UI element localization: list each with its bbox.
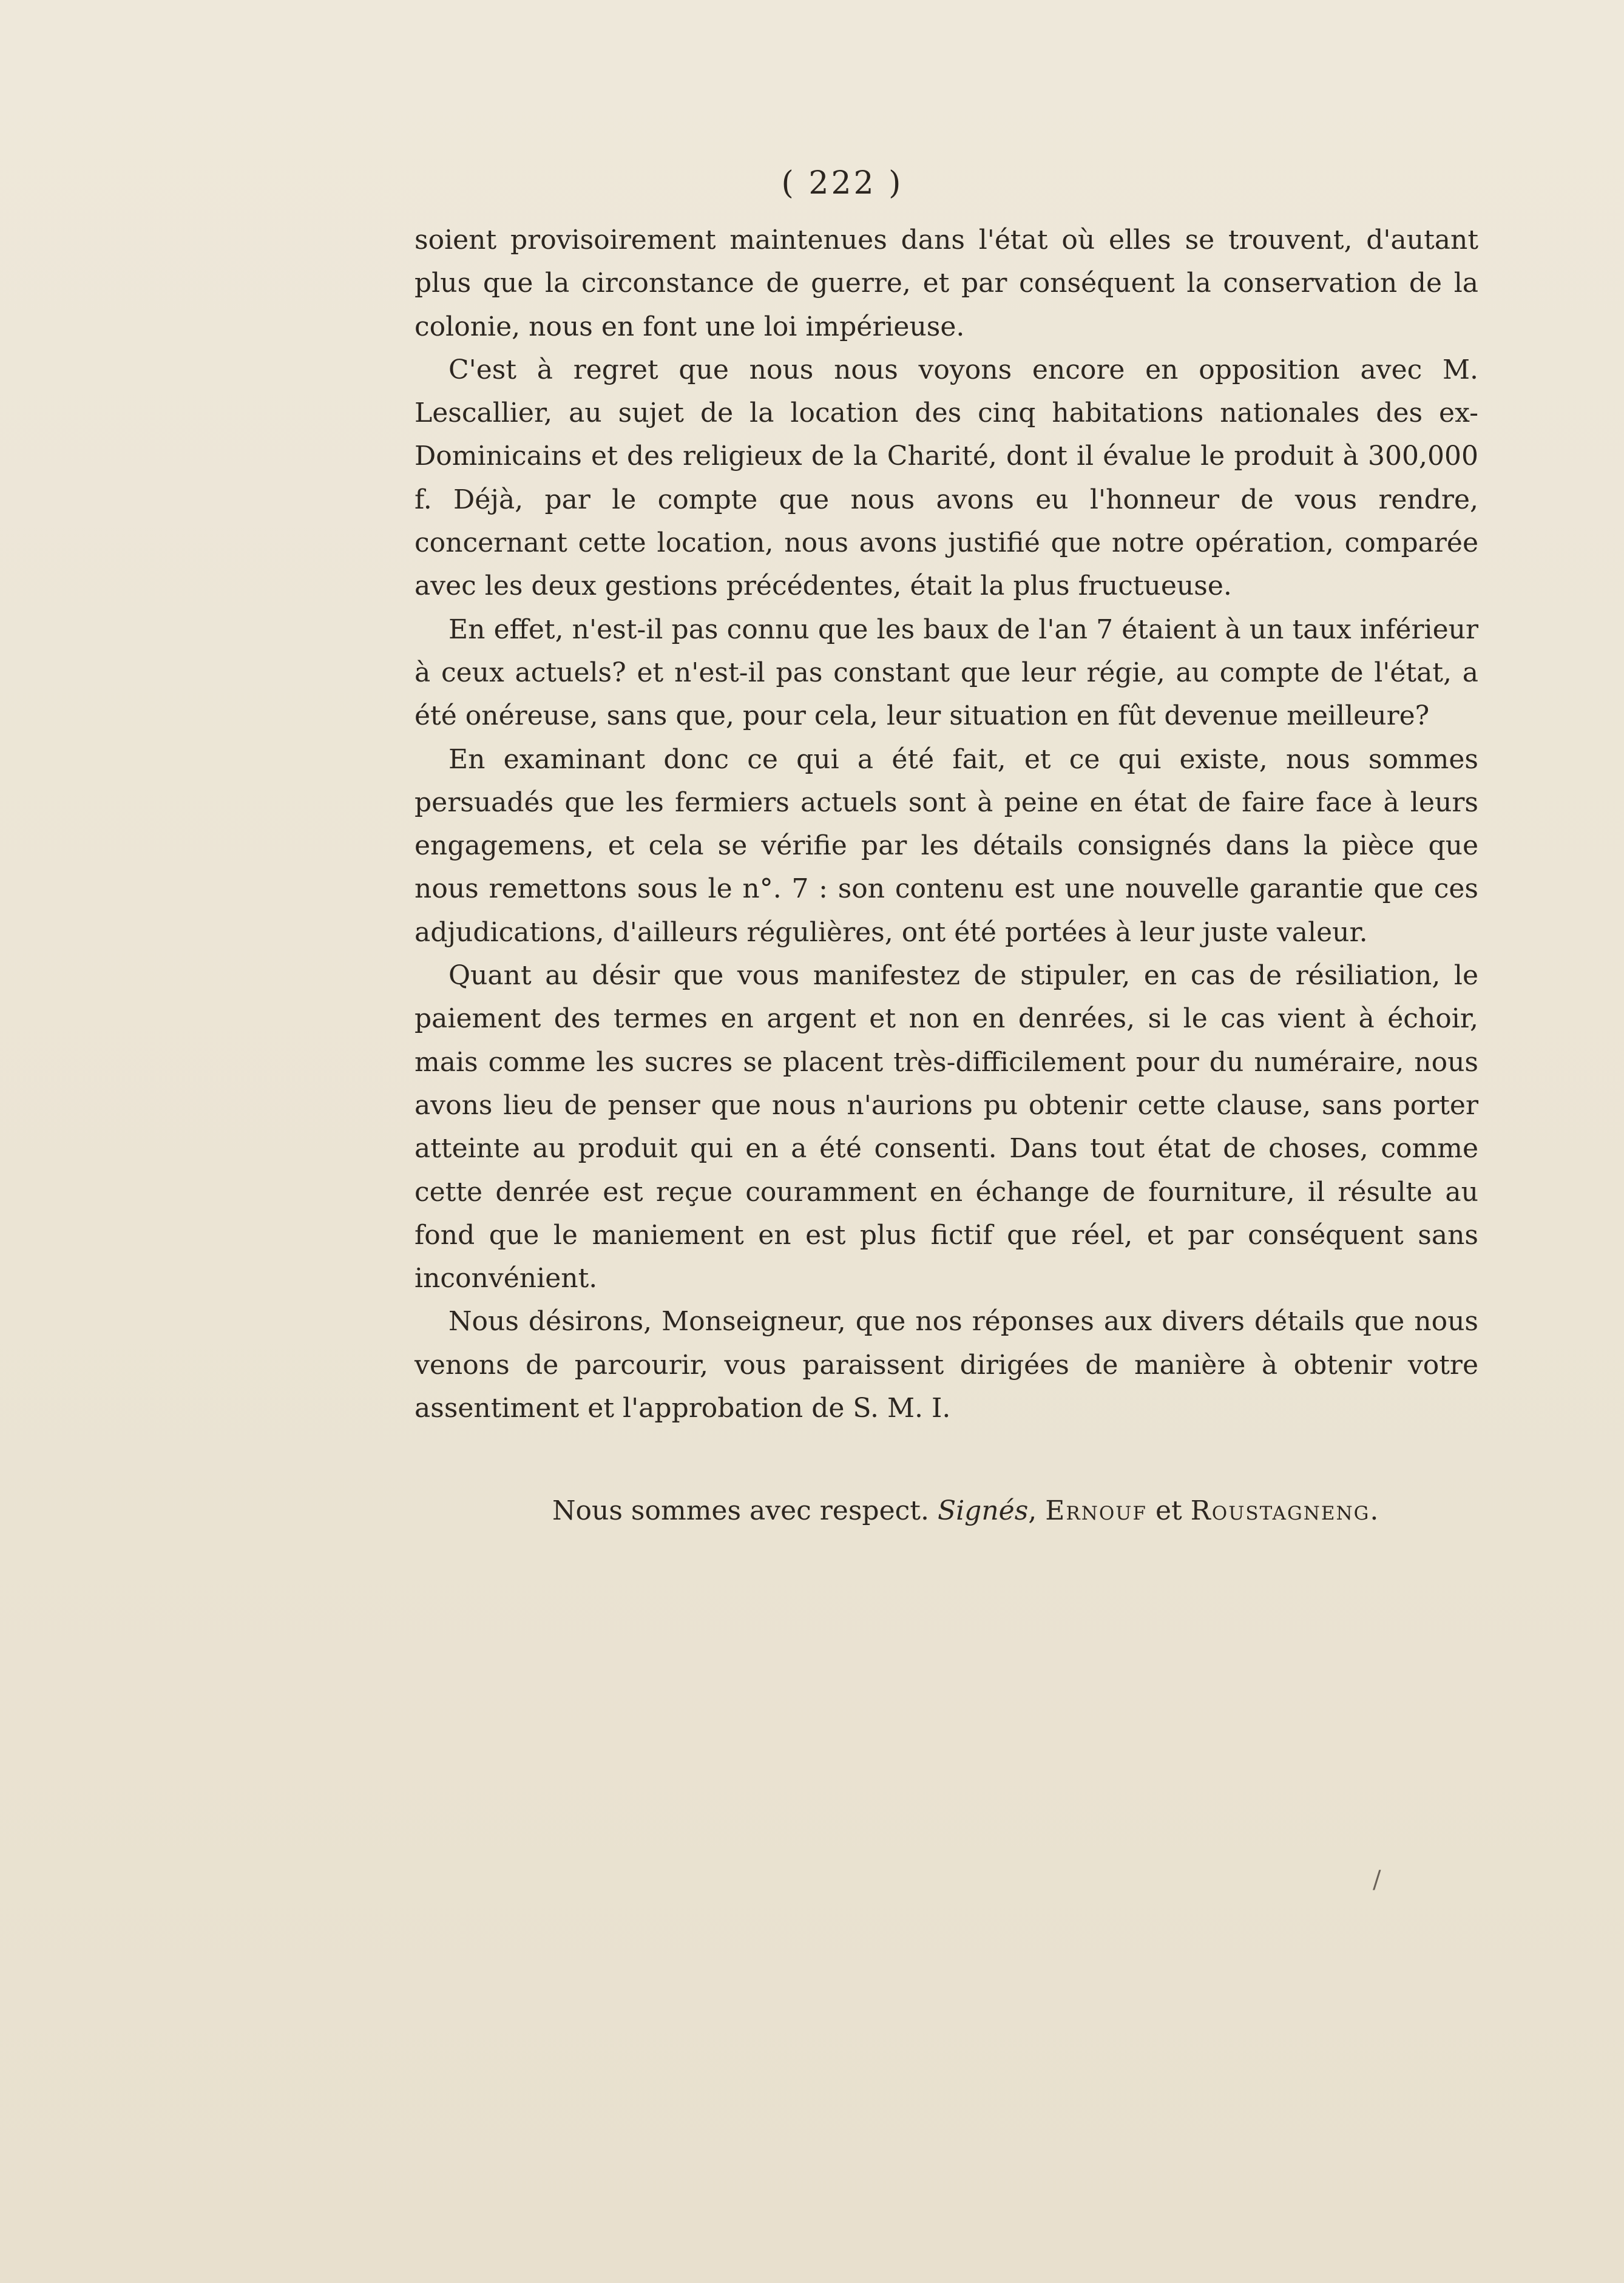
paragraph: En examinant donc ce qui a été fait, et ce qui existe, nous sommes persuadés que les fermiers actuels sont à peine en état de faire face à leurs engagemens, et cela se vérifie par les détails consignés dans la pièce que nous remettons sous le n°. 7 : son contenu est une nouvelle garantie que ces adjudications, d'ailleurs régulières, ont été portées à leur juste valeur. (414, 743, 1478, 948)
body-text (414, 218, 1478, 1430)
paragraph: C'est à regret que nous nous voyons encore en opposition avec M. Lescallier, au sujet de la location des cinq habitations nationales des ex-Dominicains et des religieux de la Charité, dont il évalue le produit à 300,000 f. Déjà, par le compte que nous avons eu l'honneur de vous rendre, concernant cette location, nous avons justifié que notre opération, comparée avec les deux gestions précédentes, était la plus fructueuse. (414, 354, 1478, 602)
signer-name: Roustagneng. (1190, 1495, 1380, 1526)
paragraph: Nous désirons, Monseigneur, que nos réponses aux divers détails que nous venons de parcourir, vous paraissent dirigées de manière à obtenir votre assentiment et l'approbation de S. M. I. (414, 1306, 1478, 1424)
paragraph: Quant au désir que vous manifestez de stipuler, en cas de résiliation, le paiement des termes en argent et non en denrées, si le cas vient à échoir, mais comme les sucres se placent très-difficilement pour du numéraire, nous avons lieu de penser que nous n'aurions pu obtenir cette clause, sans porter atteinte au produit qui en a été consenti. Dans tout état de choses, comme cette denrée est reçue couramment en échange de fourniture, il résulte au fond que le maniement en est plus fictif que réel, et par conséquent sans inconvénient. (414, 960, 1478, 1294)
paragraph: En effet, n'est-il pas connu que les baux de l'an 7 étaient à un taux inférieur à ceux actuels? et n'est-il pas constant que leur régie, au compte de l'état, a été onéreuse, sans que, pour cela, leur situation en fût devenue meilleure? (414, 614, 1478, 732)
page-number: ( 222 ) (781, 165, 904, 201)
signer-conjunction: et (1155, 1495, 1182, 1526)
closing-lead: Nous sommes avec respect. (552, 1495, 929, 1526)
paragraph: soient provisoirement maintenues dans l'état où elles se trouvent, d'autant plus que la circonstance de guerre, et par conséquent la conservation de la colonie, nous en font une loi impérieuse. (414, 225, 1478, 342)
closing-signature (552, 1489, 1379, 1532)
signed-label: Signés (937, 1495, 1029, 1526)
margin-mark: / (1373, 1866, 1381, 1894)
signed-separator: , (1028, 1495, 1037, 1526)
signer-name: Ernouf (1045, 1495, 1147, 1526)
